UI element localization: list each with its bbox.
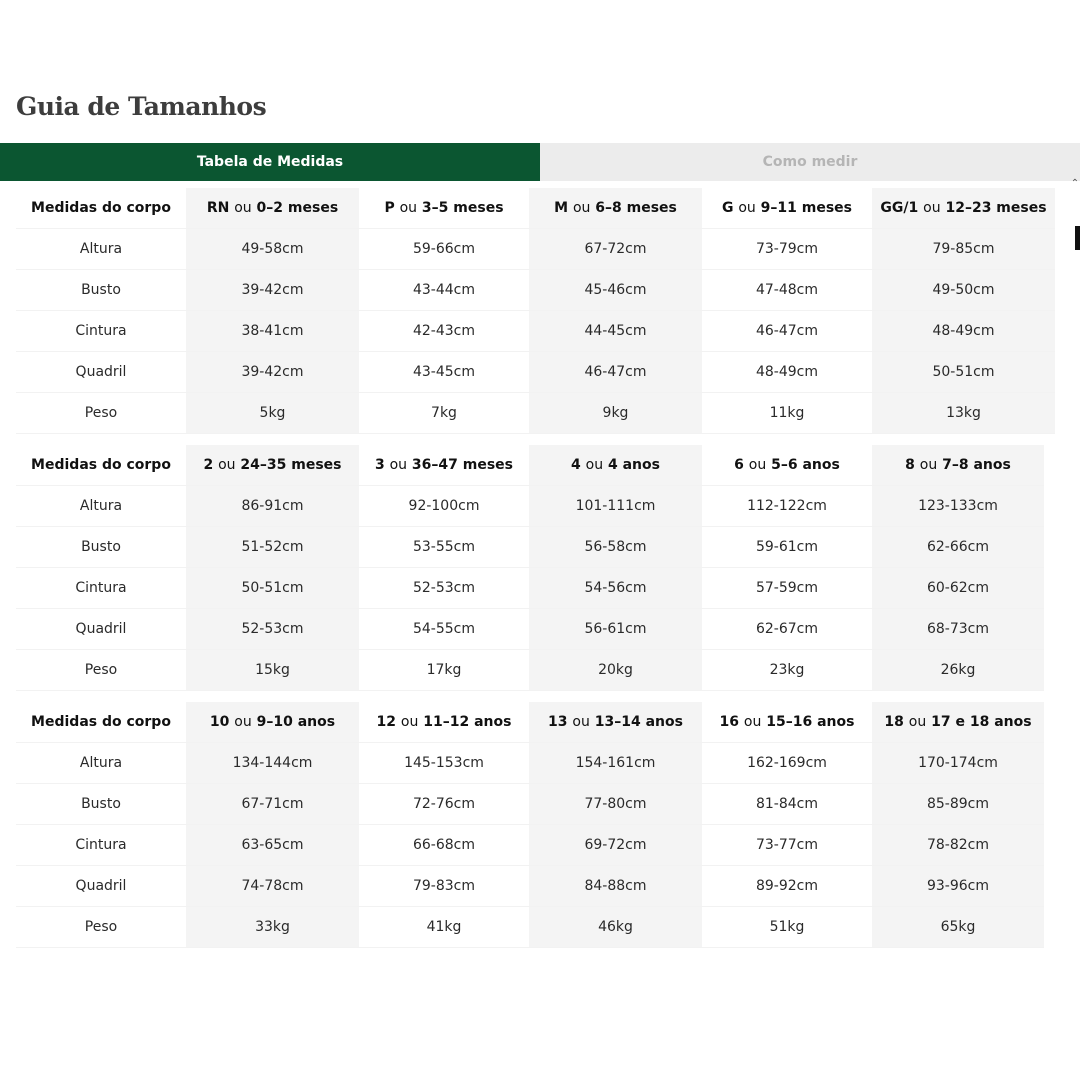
age-range: 11–12 anos	[423, 714, 512, 730]
age-range: 13–14 anos	[594, 714, 683, 730]
measurement-cell: 154-161cm	[529, 743, 702, 784]
size-column-header	[872, 188, 1055, 229]
measurement-cell: 50-51cm	[872, 352, 1055, 393]
measurement-cell: 59-66cm	[359, 229, 529, 270]
measurement-cell: 73-77cm	[702, 825, 872, 866]
tab-bar	[0, 143, 1080, 181]
size-code: M	[554, 200, 569, 216]
table-row	[16, 393, 1055, 434]
measurement-cell: 69-72cm	[529, 825, 702, 866]
row-label: Cintura	[16, 825, 186, 866]
measurement-cell: 77-80cm	[529, 784, 702, 825]
row-label: Quadril	[16, 609, 186, 650]
ou-connector: ou	[748, 457, 767, 473]
measurement-cell: 46kg	[529, 907, 702, 948]
ou-connector: ou	[908, 714, 927, 730]
measurement-cell: 13kg	[872, 393, 1055, 434]
size-column-header	[186, 702, 359, 743]
table-row	[16, 609, 1044, 650]
size-code: 16	[719, 714, 740, 730]
size-column-header	[702, 188, 872, 229]
measurement-cell: 81-84cm	[702, 784, 872, 825]
header-label: Medidas do corpo	[16, 445, 186, 486]
measurement-cell: 45-46cm	[529, 270, 702, 311]
measurement-cell: 84-88cm	[529, 866, 702, 907]
size-column-header	[186, 188, 359, 229]
measurement-cell: 60-62cm	[872, 568, 1044, 609]
measurement-cell: 11kg	[702, 393, 872, 434]
row-label: Busto	[16, 270, 186, 311]
size-code: RN	[206, 200, 230, 216]
table-header-row	[16, 702, 1044, 743]
measurement-cell: 26kg	[872, 650, 1044, 691]
size-column-header	[872, 445, 1044, 486]
table-row	[16, 825, 1044, 866]
ou-connector: ou	[399, 200, 418, 216]
row-label: Altura	[16, 229, 186, 270]
measurement-cell: 78-82cm	[872, 825, 1044, 866]
measurement-cell: 170-174cm	[872, 743, 1044, 784]
measurement-cell: 62-66cm	[872, 527, 1044, 568]
header-label: Medidas do corpo	[16, 702, 186, 743]
measurement-cell: 86-91cm	[186, 486, 359, 527]
size-code: 10	[209, 714, 230, 730]
measurement-cell: 134-144cm	[186, 743, 359, 784]
measurement-cell: 5kg	[186, 393, 359, 434]
measurement-cell: 48-49cm	[702, 352, 872, 393]
age-range: 6–8 meses	[595, 200, 677, 216]
table-row	[16, 784, 1044, 825]
size-code: 3	[374, 457, 385, 473]
tab-label: Como medir	[762, 154, 858, 170]
size-code: 12	[376, 714, 397, 730]
size-code: 8	[905, 457, 915, 473]
size-code: GG/1	[880, 200, 919, 216]
measurement-cell: 17kg	[359, 650, 529, 691]
size-table-2	[16, 445, 1044, 691]
size-code: G	[721, 200, 734, 216]
table-header-row	[16, 188, 1055, 229]
row-label: Cintura	[16, 568, 186, 609]
size-code: P	[384, 200, 395, 216]
measurement-cell: 53-55cm	[359, 527, 529, 568]
header-label: Medidas do corpo	[16, 188, 186, 229]
size-column-header	[186, 445, 359, 486]
measurement-cell: 74-78cm	[186, 866, 359, 907]
measurement-cell: 51kg	[702, 907, 872, 948]
size-column-header	[359, 188, 529, 229]
tab-label: Tabela de Medidas	[196, 154, 344, 170]
row-label: Cintura	[16, 311, 186, 352]
measurement-cell: 33kg	[186, 907, 359, 948]
measurement-cell: 73-79cm	[702, 229, 872, 270]
measurement-cell: 47-48cm	[702, 270, 872, 311]
measurement-cell: 51-52cm	[186, 527, 359, 568]
size-column-header	[872, 702, 1044, 743]
ou-connector: ou	[389, 457, 408, 473]
row-label: Peso	[16, 650, 186, 691]
size-code: 13	[548, 714, 568, 730]
table-row	[16, 486, 1044, 527]
measurement-cell: 79-83cm	[359, 866, 529, 907]
measurement-cell: 46-47cm	[702, 311, 872, 352]
ou-connector: ou	[923, 200, 941, 216]
measurement-cell: 23kg	[702, 650, 872, 691]
row-label: Altura	[16, 486, 186, 527]
age-range: 3–5 meses	[421, 200, 504, 216]
age-range: 15–16 anos	[766, 714, 855, 730]
ou-connector: ou	[585, 457, 604, 473]
age-range: 0–2 meses	[256, 200, 339, 216]
measurement-cell: 85-89cm	[872, 784, 1044, 825]
measurement-cell: 56-61cm	[529, 609, 702, 650]
table-row	[16, 907, 1044, 948]
size-column-header	[702, 702, 872, 743]
page-title: Guia de Tamanhos	[16, 92, 267, 121]
size-table-3	[16, 702, 1044, 948]
row-label: Quadril	[16, 352, 186, 393]
age-range: 24–35 meses	[240, 457, 342, 473]
age-range: 36–47 meses	[411, 457, 514, 473]
table-row	[16, 743, 1044, 784]
table-row	[16, 568, 1044, 609]
measurement-cell: 50-51cm	[186, 568, 359, 609]
size-code: 4	[571, 457, 581, 473]
measurement-cell: 48-49cm	[872, 311, 1055, 352]
ou-connector: ou	[919, 457, 938, 473]
scroll-up-arrow-icon[interactable]: ⌃	[1070, 178, 1080, 189]
age-range: 7–8 anos	[942, 457, 1011, 473]
measurement-cell: 92-100cm	[359, 486, 529, 527]
size-code: 18	[884, 714, 904, 730]
measurement-cell: 9kg	[529, 393, 702, 434]
ou-connector: ou	[400, 714, 419, 730]
measurement-cell: 52-53cm	[359, 568, 529, 609]
ou-connector: ou	[234, 200, 252, 216]
measurement-cell: 39-42cm	[186, 270, 359, 311]
measurement-cell: 56-58cm	[529, 527, 702, 568]
measurement-cell: 145-153cm	[359, 743, 529, 784]
size-column-header	[359, 702, 529, 743]
ou-connector: ou	[572, 200, 591, 216]
measurement-cell: 162-169cm	[702, 743, 872, 784]
measurement-cell: 93-96cm	[872, 866, 1044, 907]
measurement-cell: 67-72cm	[529, 229, 702, 270]
age-range: 12–23 meses	[945, 200, 1047, 216]
row-label: Busto	[16, 784, 186, 825]
measurement-cell: 39-42cm	[186, 352, 359, 393]
size-column-header	[529, 445, 702, 486]
size-column-header	[529, 702, 702, 743]
row-label: Quadril	[16, 866, 186, 907]
measurement-cell: 67-71cm	[186, 784, 359, 825]
row-label: Busto	[16, 527, 186, 568]
age-range: 17 e 18 anos	[931, 714, 1032, 730]
measurement-cell: 38-41cm	[186, 311, 359, 352]
measurement-cell: 59-61cm	[702, 527, 872, 568]
age-range: 9–10 anos	[256, 714, 336, 730]
table-row	[16, 311, 1055, 352]
table-header-row	[16, 445, 1044, 486]
ou-connector: ou	[218, 457, 236, 473]
measurement-cell: 43-45cm	[359, 352, 529, 393]
measurement-cell: 42-43cm	[359, 311, 529, 352]
measurement-cell: 101-111cm	[529, 486, 702, 527]
size-code: 6	[734, 457, 744, 473]
row-label: Altura	[16, 743, 186, 784]
measurement-cell: 41kg	[359, 907, 529, 948]
age-range: 9–11 meses	[760, 200, 853, 216]
measurement-cell: 20kg	[529, 650, 702, 691]
size-code: 2	[203, 457, 214, 473]
table-row	[16, 527, 1044, 568]
table-row	[16, 650, 1044, 691]
measurement-cell: 43-44cm	[359, 270, 529, 311]
ou-connector: ou	[738, 200, 756, 216]
table-row	[16, 866, 1044, 907]
scrollbar-thumb[interactable]	[1075, 226, 1080, 250]
measurement-cell: 49-58cm	[186, 229, 359, 270]
size-column-header	[702, 445, 872, 486]
measurement-cell: 57-59cm	[702, 568, 872, 609]
measurement-cell: 15kg	[186, 650, 359, 691]
measurement-cell: 89-92cm	[702, 866, 872, 907]
tab-como-medir[interactable]	[540, 143, 1080, 181]
measurement-cell: 68-73cm	[872, 609, 1044, 650]
table-row	[16, 352, 1055, 393]
table-row	[16, 270, 1055, 311]
age-range: 4 anos	[607, 457, 660, 473]
measurement-cell: 7kg	[359, 393, 529, 434]
measurement-cell: 123-133cm	[872, 486, 1044, 527]
tab-tabela-de-medidas[interactable]	[0, 143, 540, 181]
ou-connector: ou	[572, 714, 590, 730]
size-column-header	[359, 445, 529, 486]
measurement-cell: 49-50cm	[872, 270, 1055, 311]
measurement-cell: 54-56cm	[529, 568, 702, 609]
measurement-cell: 46-47cm	[529, 352, 702, 393]
age-range: 5–6 anos	[771, 457, 840, 473]
measurement-cell: 54-55cm	[359, 609, 529, 650]
measurement-cell: 79-85cm	[872, 229, 1055, 270]
ou-connector: ou	[234, 714, 252, 730]
size-column-header	[529, 188, 702, 229]
row-label: Peso	[16, 393, 186, 434]
measurement-cell: 72-76cm	[359, 784, 529, 825]
measurement-cell: 52-53cm	[186, 609, 359, 650]
measurement-cell: 44-45cm	[529, 311, 702, 352]
table-row	[16, 229, 1055, 270]
measurement-cell: 62-67cm	[702, 609, 872, 650]
measurement-cell: 63-65cm	[186, 825, 359, 866]
row-label: Peso	[16, 907, 186, 948]
measurement-cell: 66-68cm	[359, 825, 529, 866]
ou-connector: ou	[743, 714, 762, 730]
measurement-cell: 112-122cm	[702, 486, 872, 527]
size-table-1	[16, 188, 1055, 434]
measurement-cell: 65kg	[872, 907, 1044, 948]
